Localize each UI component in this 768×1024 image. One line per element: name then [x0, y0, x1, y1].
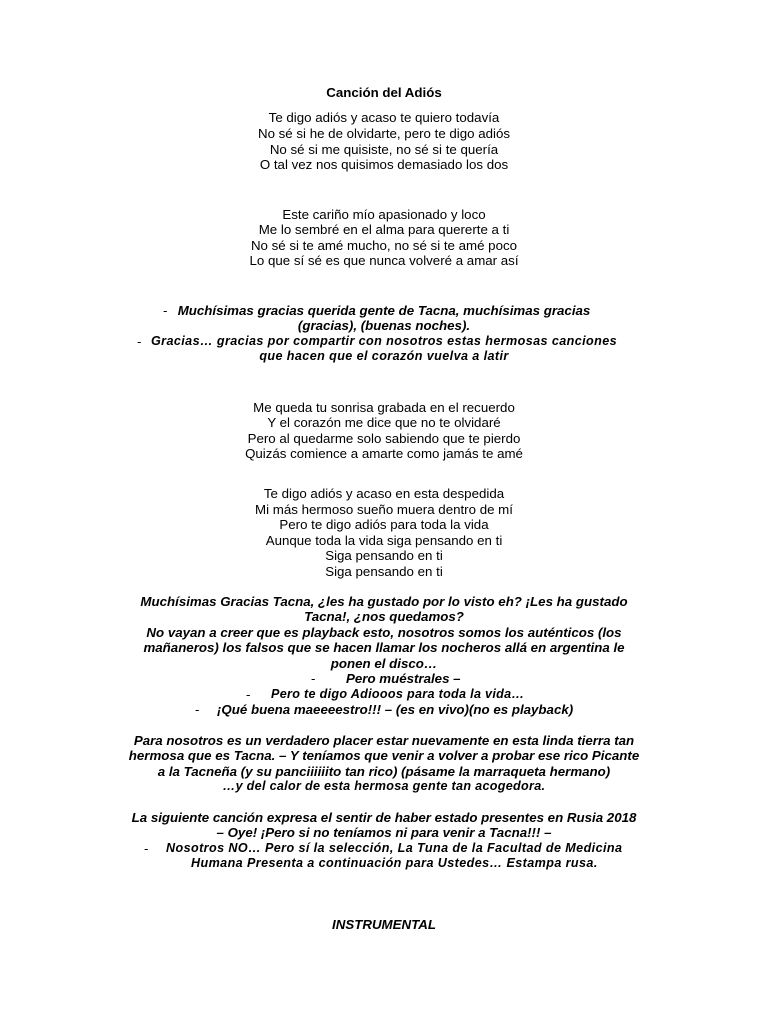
lyric-line: Me lo sembré en el alma para quererte a ti: [258, 222, 510, 237]
lyric-line: Y el corazón me dice que no te olvidaré: [267, 415, 501, 430]
spoken-line: Gracias… gracias por compartir con nosotros estas hermosas canciones: [150, 334, 618, 348]
lyric-line: Siga pensando en ti: [325, 564, 443, 579]
lyric-line: O tal vez nos quisimos demasiado los dos: [259, 157, 509, 172]
lyric-line: Te digo adiós y acaso en esta despedida: [263, 486, 505, 501]
instrumental-label: INSTRUMENTAL: [332, 917, 436, 932]
spoken-line: Nosotros NO… Pero sí la selección, La Tuna de la Facultad de Medicina: [166, 841, 623, 855]
list-bullet: -: [137, 334, 142, 349]
list-bullet: -: [246, 687, 251, 702]
spoken-line: Muchísimas gracias querida gente de Tacna, muchísimas gracias: [177, 303, 591, 318]
spoken-line: La siguiente canción expresa el sentir de haber estado presentes en Rusia 2018: [131, 810, 637, 825]
spoken-line: mañaneros) los falsos que se hacen llamar los nocheros allá en argentina le: [143, 640, 625, 655]
lyric-line: Aunque toda la vida siga pensando en ti: [265, 533, 503, 548]
spoken-line: ponen el disco…: [330, 656, 438, 671]
lyric-line: Pero te digo adiós para toda la vida: [279, 517, 489, 532]
lyric-line: Mi más hermoso sueño muera dentro de mí: [255, 502, 513, 517]
spoken-line: No vayan a creer que es playback esto, nosotros somos los auténticos (los: [146, 625, 622, 640]
list-bullet: -: [163, 303, 168, 318]
spoken-line: Tacna!, ¿nos quedamos?: [304, 609, 464, 624]
spoken-line: Pero muéstrales –: [346, 671, 461, 686]
lyric-line: No sé si te amé mucho, no sé si te amé poco: [250, 238, 518, 253]
spoken-line: Para nosotros es un verdadero placer estar nuevamente en esta linda tierra tan: [133, 733, 635, 748]
list-bullet: -: [144, 841, 149, 856]
spoken-line: ¡Qué buena maeeeestro!!! – (es en vivo)(no es playback): [217, 702, 574, 717]
spoken-line: – Oye! ¡Pero si no teníamos ni para venir a Tacna!!! –: [216, 825, 552, 840]
lyric-line: No sé si me quisiste, no sé si te quería: [269, 142, 499, 157]
spoken-line: Muchísimas Gracias Tacna, ¿les ha gustado por lo visto eh? ¡Les ha gustado: [140, 594, 628, 609]
lyric-line: Este cariño mío apasionado y loco: [282, 207, 486, 222]
spoken-line: hermosa que es Tacna. – Y teníamos que venir a volver a probar ese rico Picante: [128, 748, 640, 763]
lyric-line: Lo que sí sé es que nunca volveré a amar así: [249, 253, 519, 268]
lyric-line: Quizás comience a amarte como jamás te amé: [245, 446, 523, 461]
list-bullet: -: [195, 702, 200, 717]
song-title: Canción del Adiós: [326, 85, 442, 100]
lyric-line: Pero al quedarme solo sabiendo que te pierdo: [247, 431, 521, 446]
lyric-line: Me queda tu sonrisa grabada en el recuerdo: [253, 400, 515, 415]
spoken-line: Pero te digo Adiooos para toda la vida…: [271, 687, 525, 701]
lyric-line: Te digo adiós y acaso te quiero todavía: [268, 110, 500, 125]
spoken-line: que hacen que el corazón vuelva a latir: [259, 349, 509, 363]
spoken-line: (gracias), (buenas noches).: [297, 318, 471, 333]
spoken-line: Humana Presenta a continuación para Ustedes… Estampa rusa.: [191, 856, 598, 870]
spoken-line: …y del calor de esta hermosa gente tan acogedora.: [222, 779, 546, 793]
list-bullet: -: [311, 671, 316, 686]
spoken-line: a la Tacneña (y su panciiiiiito tan rico) (pásame la marraqueta hermano): [157, 764, 611, 779]
lyric-line: Siga pensando en ti: [325, 548, 443, 563]
lyric-line: No sé si he de olvidarte, pero te digo adiós: [257, 126, 511, 141]
